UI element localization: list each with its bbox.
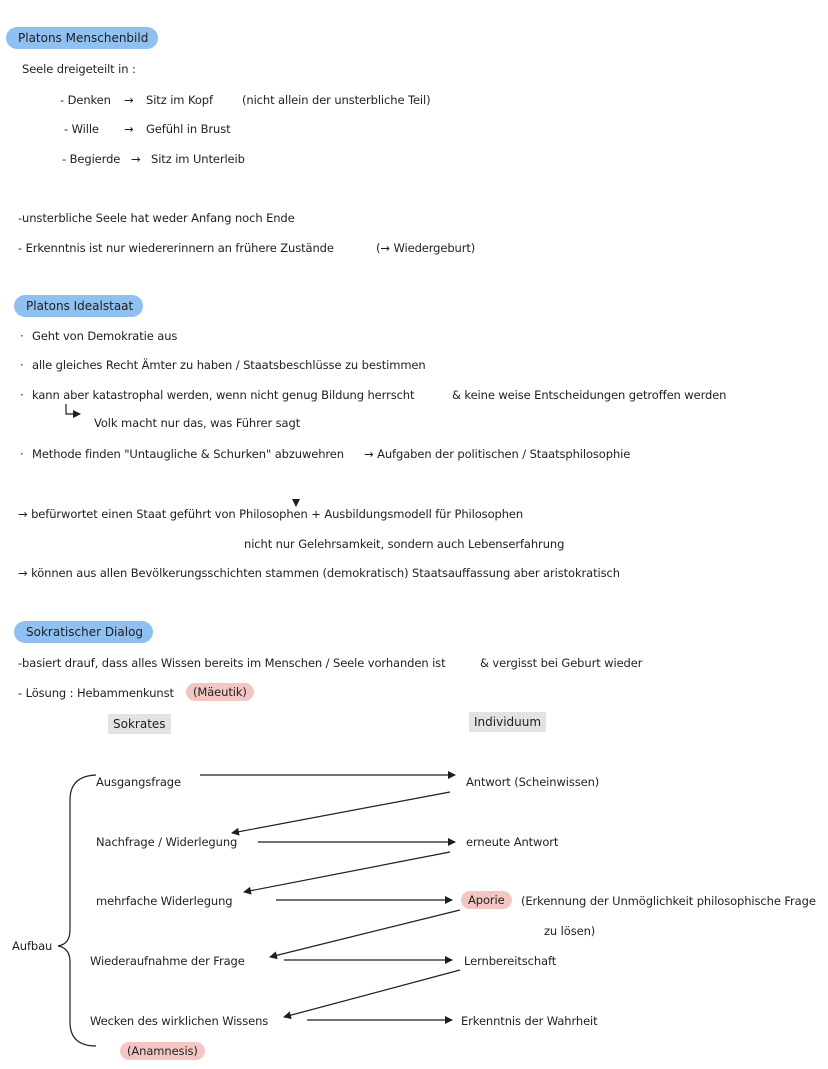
part-arrow: → bbox=[124, 93, 134, 107]
step-right-3-aporie: Aporie bbox=[461, 891, 512, 909]
section-heading-menschenbild: Platons Menschenbild bbox=[6, 27, 158, 49]
part-begierde: - Begierde bbox=[62, 152, 121, 166]
part-denken-seat: Sitz im Kopf bbox=[146, 93, 213, 107]
section-heading-dialog: Sokratischer Dialog bbox=[14, 621, 153, 643]
bullet-volk: Volk macht nur das, was Führer sagt bbox=[94, 416, 301, 430]
aufbau-brace bbox=[58, 775, 96, 1046]
arrow-1-back bbox=[232, 792, 450, 833]
arrow-2-back bbox=[244, 852, 450, 892]
bullet-dot: · bbox=[20, 329, 24, 343]
arrow-3-back bbox=[270, 910, 460, 957]
bullet-dot: · bbox=[20, 447, 24, 461]
step-right-2: erneute Antwort bbox=[466, 835, 559, 849]
step-left-4: Wiederaufnahme der Frage bbox=[90, 954, 245, 968]
part-denken: - Denken bbox=[60, 93, 111, 107]
col-individuum: Individuum bbox=[469, 712, 546, 732]
bullet-basiert: -basiert drauf, dass alles Wissen bereits im Menschen / Seele vorhanden ist bbox=[18, 656, 446, 670]
step-left-1: Ausgangsfrage bbox=[96, 775, 181, 789]
part-wille: - Wille bbox=[64, 122, 99, 136]
hook-arrow bbox=[66, 404, 80, 414]
part-arrow: → bbox=[131, 152, 141, 166]
arrow-gelehrsamkeit: nicht nur Gelehrsamkeit, sondern auch Lebenserfahrung bbox=[244, 537, 565, 551]
bullet-methode: Methode finden "Untaugliche & Schurken" abzuwehren bbox=[32, 447, 344, 461]
arrow-befuerwortet: → befürwortet einen Staat geführt von Philosophen + Ausbildungsmodell für Philosophen bbox=[18, 507, 524, 521]
bullet-dot: · bbox=[20, 358, 24, 372]
part-arrow: → bbox=[124, 122, 134, 136]
bullet-katastrophal-2: & keine weise Entscheidungen getroffen werden bbox=[452, 388, 727, 402]
part-wille-seat: Gefühl in Brust bbox=[146, 122, 231, 136]
aporie-note: (Erkennung der Unmöglichkeit philosophische Frage bbox=[521, 894, 816, 908]
col-sokrates: Sokrates bbox=[108, 714, 171, 734]
seele-intro: Seele dreigeteilt in : bbox=[22, 62, 136, 76]
bullet-katastrophal: kann aber katastrophal werden, wenn nicht genug Bildung herrscht bbox=[32, 388, 415, 402]
step-right-4: Lernbereitschaft bbox=[464, 954, 557, 968]
anamnesis-badge: (Anamnesis) bbox=[120, 1042, 205, 1060]
bullet-loesung: - Lösung : Hebammenkunst bbox=[18, 686, 174, 700]
bullet-gleiches-recht: alle gleiches Recht Ämter zu haben / Staatsbeschlüsse zu bestimmen bbox=[32, 358, 426, 372]
step-left-5: Wecken des wirklichen Wissens bbox=[90, 1014, 269, 1028]
part-begierde-seat: Sitz im Unterleib bbox=[151, 152, 245, 166]
bullet-erkenntnis: - Erkenntnis ist nur wiedererinnern an frühere Zustände bbox=[18, 241, 334, 255]
denken-note: (nicht allein der unsterbliche Teil) bbox=[242, 93, 431, 107]
arrow-bevoelkerung: → können aus allen Bevölkerungsschichten stammen (demokratisch) Staatsauffassung aber aristokratisch bbox=[18, 566, 620, 580]
step-right-5: Erkenntnis der Wahrheit bbox=[461, 1014, 598, 1028]
aufbau-label: Aufbau bbox=[12, 939, 53, 953]
section-heading-idealstaat: Platons Idealstaat bbox=[14, 295, 143, 317]
bullet-aufgaben: → Aufgaben der politischen / Staatsphilosophie bbox=[364, 447, 631, 461]
arrow-4-back bbox=[284, 970, 460, 1017]
bullet-basiert-2: & vergisst bei Geburt wieder bbox=[480, 656, 643, 670]
step-right-1: Antwort (Scheinwissen) bbox=[466, 775, 600, 789]
aporie-note-2: zu lösen) bbox=[544, 924, 596, 938]
bullet-wiedergeburt: (→ Wiedergeburt) bbox=[376, 241, 476, 255]
bullet-dot: · bbox=[20, 388, 24, 402]
bullet-demokratie: Geht von Demokratie aus bbox=[32, 329, 178, 343]
step-left-3: mehrfache Widerlegung bbox=[96, 894, 233, 908]
maeutik-badge: (Mäeutik) bbox=[186, 683, 254, 701]
bullet-unsterblich: -unsterbliche Seele hat weder Anfang noch Ende bbox=[18, 211, 295, 225]
step-left-2: Nachfrage / Widerlegung bbox=[96, 835, 238, 849]
